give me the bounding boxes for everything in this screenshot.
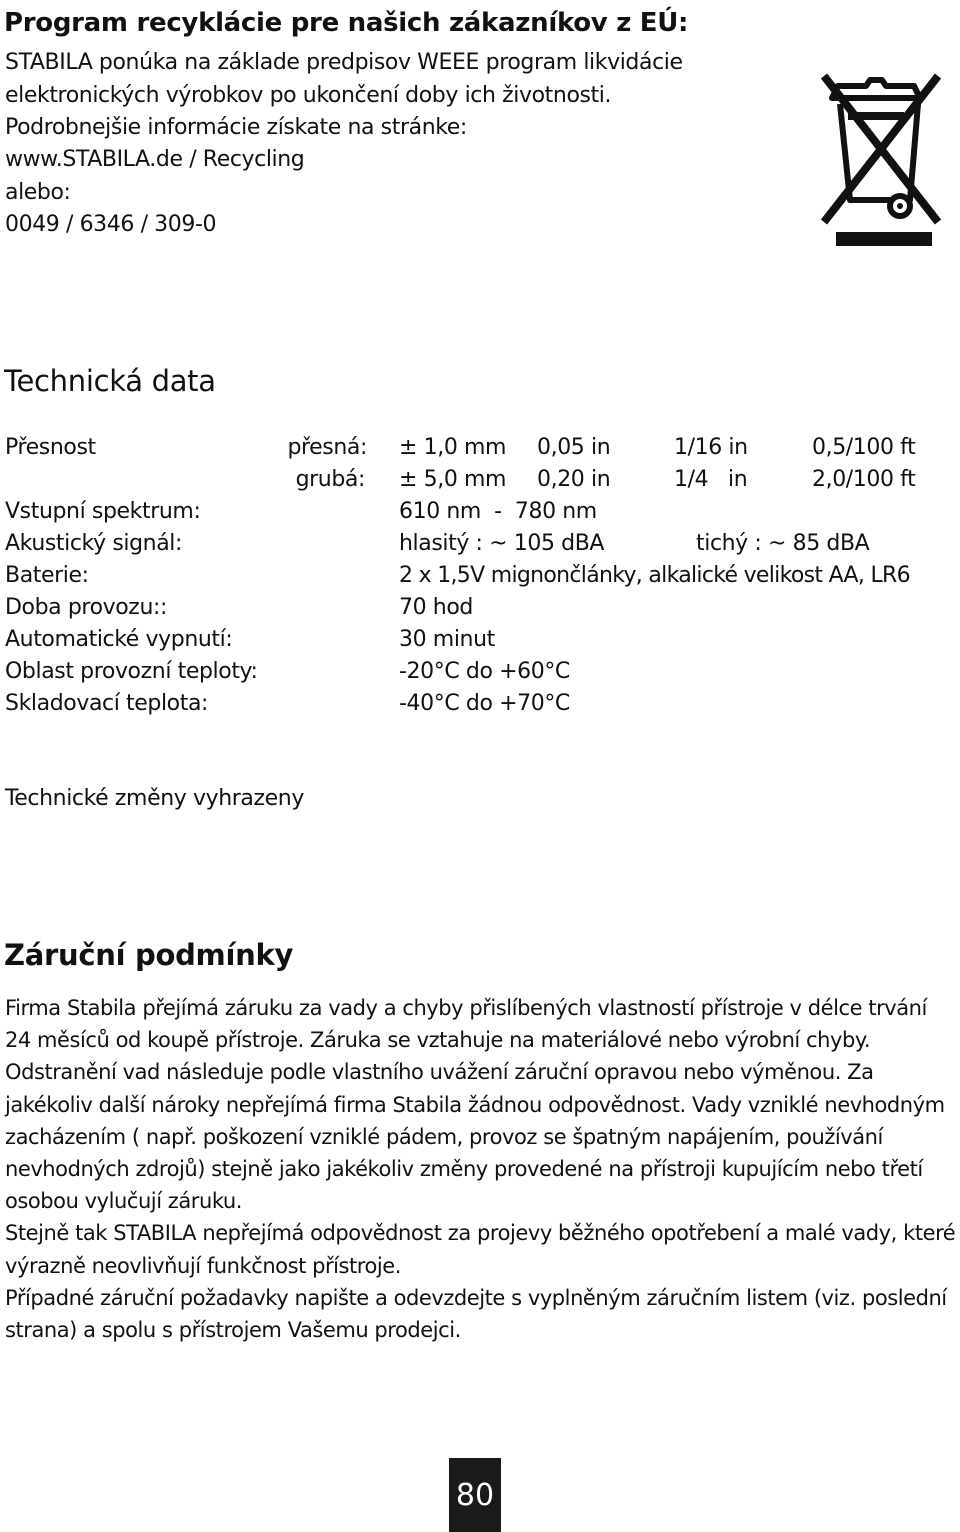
accuracy-fine-ft: 0,5/100 ft xyxy=(812,435,916,460)
tech-title: Technická data xyxy=(4,364,216,398)
warranty-text xyxy=(5,992,957,1346)
runtime-value: 70 hod xyxy=(399,595,473,620)
battery-label: Baterie: xyxy=(5,563,89,588)
spectrum-value: 610 nm - 780 nm xyxy=(399,499,597,524)
recycling-title: Program recyklácie pre našich zákazníkov z EÚ: xyxy=(4,8,689,38)
technical-changes-note: Technické změny vyhrazeny xyxy=(5,786,304,811)
storetemp-label: Skladovací teplota: xyxy=(5,691,209,716)
page-number: 80 xyxy=(449,1458,501,1532)
recycling-line-2: elektronických výrobkov po ukončení doby ich životnosti. xyxy=(5,83,612,108)
warranty-paragraph-3: Případné záruční požadavky napište a odevzdejte s vyplněným záručním listem (viz. poslední strana) a spolu s přístrojem Vašemu prodejci. xyxy=(5,1285,947,1343)
recycling-line-1: STABILA ponúka na základe predpisov WEEE program likvidácie xyxy=(5,50,683,75)
accuracy-fine-mm: ± 1,0 mm xyxy=(399,435,507,460)
acoustic-label: Akustický signál: xyxy=(5,531,183,556)
recycling-line-3: Podrobnejšie informácie získate na stránke: xyxy=(5,115,467,140)
accuracy-coarse-frac: 1/4 in xyxy=(674,467,748,492)
accuracy-coarse-mm: ± 5,0 mm xyxy=(399,467,507,492)
storetemp-value: -40°C do +70°C xyxy=(399,691,570,716)
warranty-title: Záruční podmínky xyxy=(4,938,294,972)
accuracy-coarse-in: 0,20 in xyxy=(537,467,611,492)
crossed-out-wheelie-bin-icon xyxy=(818,72,946,252)
warranty-paragraph-2: Stejně tak STABILA nepřejímá odpovědnost za projevy běžného opotřebení a malé vady, které výrazně neovlivňují funkčnost přístroje. xyxy=(5,1221,956,1278)
acoustic-quiet: tichý : ~ 85 dBA xyxy=(696,531,870,556)
autooff-value: 30 minut xyxy=(399,627,495,652)
acoustic-loud: hlasitý : ~ 105 dBA xyxy=(399,531,605,556)
accuracy-fine-in: 0,05 in xyxy=(537,435,611,460)
recycling-url: www.STABILA.de / Recycling xyxy=(5,147,305,172)
spectrum-label: Vstupní spektrum: xyxy=(5,499,201,524)
autooff-label: Automatické vypnutí: xyxy=(5,627,233,652)
accuracy-fine-frac: 1/16 in xyxy=(674,435,748,460)
warranty-paragraph-1: Firma Stabila přejímá záruku za vady a chyby přislíbených vlastností přístroje v délce trvání 24 měsíců od koupě přístroje. Záruka se vztahuje na materiálové nebo výrobní chyby. Odstranění vad následuje podle vlastního uvážení záruční opravou nebo výměnou. Za jakékoliv další nároky nepřejímá firma Stabila žádnou odpovědnost. Vady vzniklé nevhodným zacházením ( např. poškození vzniklé pádem, provoz se špatným napájením, používání nevhodných zdrojů) stejně jako jakékoliv změny provedené na přístroji kupujícím nebo třetí osobou vylučují záruku. xyxy=(5,996,945,1214)
battery-value: 2 x 1,5V mignončlánky, alkalické velikost AA, LR6 xyxy=(399,563,910,588)
accuracy-fine-mode: přesná: xyxy=(287,435,367,460)
optemp-label: Oblast provozní teploty: xyxy=(5,659,258,684)
accuracy-coarse-mode: grubá: xyxy=(295,467,365,492)
accuracy-coarse-ft: 2,0/100 ft xyxy=(812,467,916,492)
runtime-label: Doba provozu:: xyxy=(5,595,168,620)
optemp-value: -20°C do +60°C xyxy=(399,659,570,684)
recycling-line-5: alebo: xyxy=(5,180,71,205)
accuracy-label: Přesnost xyxy=(5,435,96,460)
recycling-phone: 0049 / 6346 / 309-0 xyxy=(5,212,217,237)
